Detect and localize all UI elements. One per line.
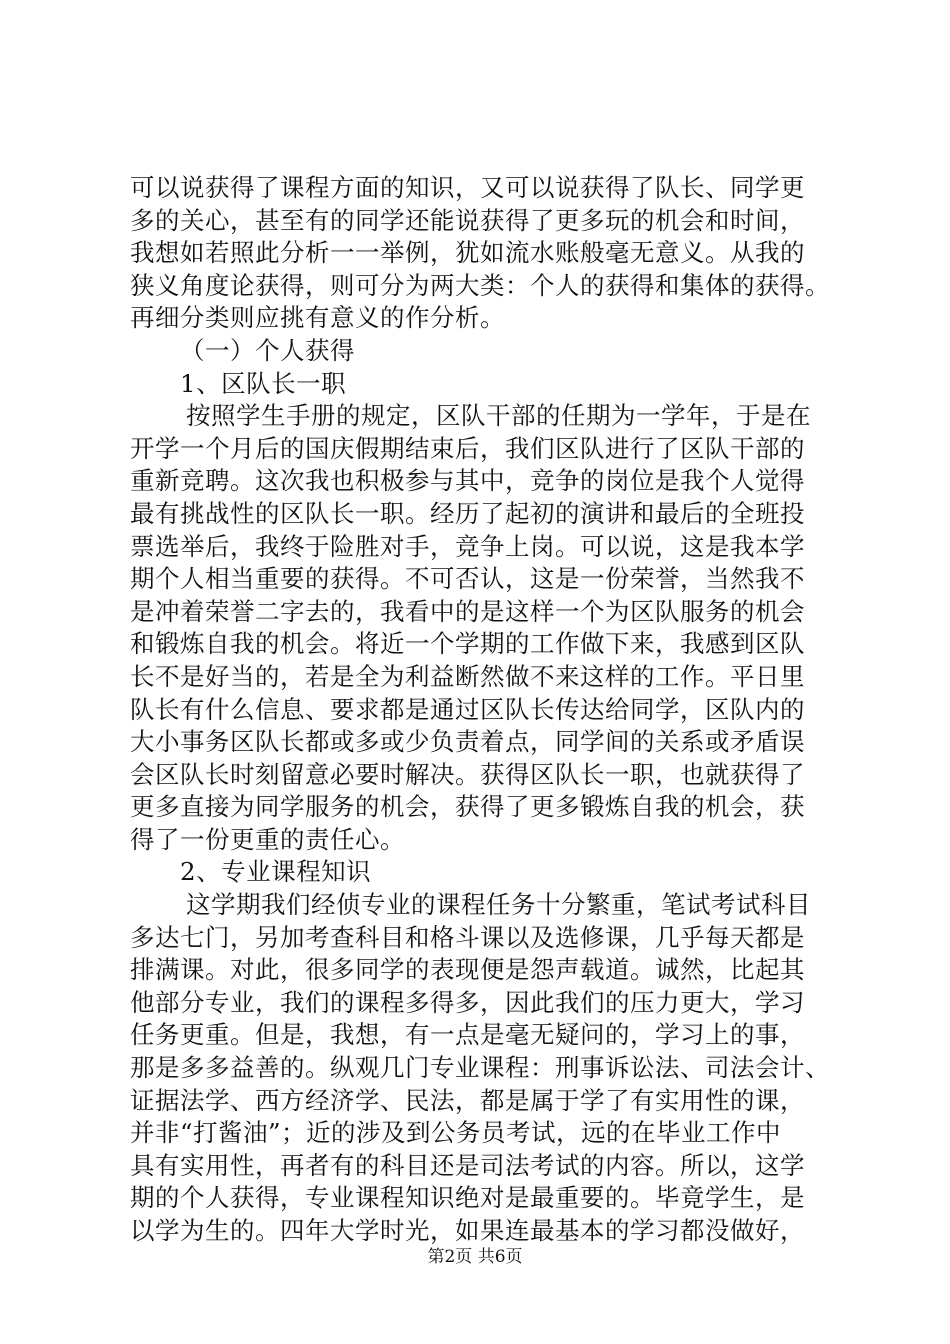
text-line: 重新竞聘。这次我也积极参与其中，竞争的岗位是我个人觉得 bbox=[130, 466, 805, 496]
text-line: 排满课。对此，很多同学的表现便是怨声载道。诚然，比起其 bbox=[130, 955, 805, 985]
text-line: 具有实用性，再者有的科目还是司法考试的内容。所以，这学 bbox=[130, 1150, 805, 1180]
text-line: 长不是好当的，若是全为利益断然做不来这样的工作。平日里 bbox=[130, 661, 805, 691]
text-line: 更多直接为同学服务的机会，获得了更多锻炼自我的机会，获 bbox=[130, 792, 805, 822]
body-text bbox=[130, 172, 850, 1248]
subsection-heading: 2、专业课程知识 bbox=[180, 857, 372, 887]
text-line: 并非“打酱油”；近的涉及到公务员考试，远的在毕业工作中 bbox=[130, 1118, 782, 1148]
text-line: 期个人相当重要的获得。不可否认，这是一份荣誉，当然我不 bbox=[130, 564, 805, 594]
text-line: 得了一份更重的责任心。 bbox=[130, 824, 405, 854]
text-line: 可以说获得了课程方面的知识，又可以说获得了队长、同学更 bbox=[130, 173, 805, 202]
text-line: 狭义角度论获得，则可分为两大类：个人的获得和集体的获得。 bbox=[130, 270, 830, 300]
text-line: 再细分类则应挑有意义的作分析。 bbox=[130, 303, 505, 333]
text-line: 队长有什么信息、要求都是通过区队长传达给同学，区队内的 bbox=[130, 694, 805, 724]
text-line: 多的关心，甚至有的同学还能说获得了更多玩的机会和时间， bbox=[130, 205, 805, 235]
section-heading: （一）个人获得 bbox=[180, 335, 355, 365]
text-line: 票选举后，我终于险胜对手，竞争上岗。可以说，这是我本学 bbox=[130, 531, 805, 561]
text-line: 以学为生的。四年大学时光，如果连最基本的学习都没做好， bbox=[130, 1216, 805, 1245]
text-line: 期的个人获得，专业课程知识绝对是最重要的。毕竟学生，是 bbox=[130, 1183, 805, 1213]
page-number-footer: 第2页 共6页 bbox=[427, 1247, 523, 1267]
text-line: 任务更重。但是，我想，有一点是毫无疑问的，学习上的事， bbox=[130, 1020, 805, 1050]
text-line: 开学一个月后的国庆假期结束后，我们区队进行了区队干部的 bbox=[130, 433, 805, 463]
text-line: 那是多多益善的。纵观几门专业课程：刑事诉讼法、司法会计、 bbox=[130, 1053, 830, 1083]
text-line: 他部分专业，我们的课程多得多，因此我们的压力更大，学习 bbox=[130, 987, 805, 1017]
text-line: 证据法学、西方经济学、民法，都是属于学了有实用性的课， bbox=[130, 1085, 805, 1115]
text-line: 和锻炼自我的机会。将近一个学期的工作做下来，我感到区队 bbox=[130, 629, 805, 659]
text-line: 我想如若照此分析一一举例，犹如流水账般毫无意义。从我的 bbox=[130, 238, 805, 268]
text-line: 这学期我们经侦专业的课程任务十分繁重，笔试考试科目 bbox=[186, 890, 811, 920]
text-line: 按照学生手册的规定，区队干部的任期为一学年，于是在 bbox=[186, 401, 811, 431]
text-line: 会区队长时刻留意必要时解决。获得区队长一职，也就获得了 bbox=[130, 759, 805, 789]
text-line: 多达七门，另加考查科目和格斗课以及选修课，几乎每天都是 bbox=[130, 922, 805, 952]
text-line: 大小事务区队长都或多或少负责着点，同学间的关系或矛盾误 bbox=[130, 727, 805, 757]
text-line: 最有挑战性的区队长一职。经历了起初的演讲和最后的全班投 bbox=[130, 498, 805, 528]
subsection-heading: 1、区队长一职 bbox=[180, 368, 347, 398]
text-line: 是冲着荣誉二字去的，我看中的是这样一个为区队服务的机会 bbox=[130, 596, 805, 626]
